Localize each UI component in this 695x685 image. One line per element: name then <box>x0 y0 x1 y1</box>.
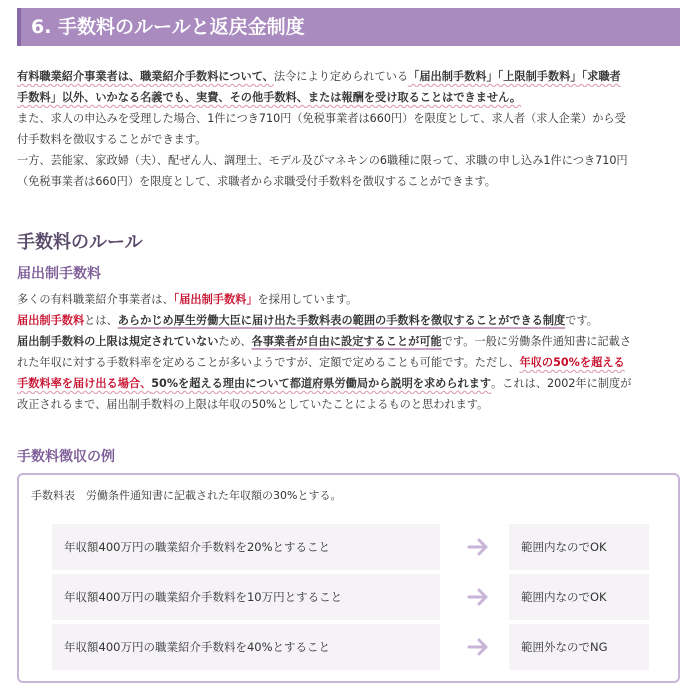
notify-bold-3c: 各事業者が自由に設定することが可能 <box>251 335 442 348</box>
notify-text-1a: 多くの有料職業紹介事業者は、 <box>17 293 174 306</box>
notify-bold-2: あらかじめ厚生労働大臣に届け出た手数料表の範囲の手数料を徴収することができる制度 <box>117 314 566 327</box>
notify-red-4: 年収の50%を超える <box>519 356 625 369</box>
example-row <box>19 574 682 620</box>
section-title: 6. 手数料のルールと返戻金制度 <box>17 8 680 46</box>
example-row <box>19 524 682 570</box>
intro-paragraph <box>17 66 681 192</box>
notify-paragraph <box>17 289 681 415</box>
notify-red-1: 「届出制手数料」 <box>173 293 258 306</box>
intro-bold-2: 「届出制手数料」「上限制手数料」「求職者 <box>408 70 621 83</box>
example-result: 範囲内なのでOK <box>509 574 649 620</box>
notify-text-3b: ため、 <box>218 335 252 348</box>
notify-red-5: 手数料率を届け出る場合、 <box>17 377 152 390</box>
notify-line-6: 改正されるまで、届出制手数料の上限は年収の50%としていたことによるものと思われます。 <box>17 398 489 411</box>
notify-heading: 届出制手数料 <box>17 266 101 282</box>
example-result: 範囲内なのでOK <box>509 524 649 570</box>
notify-bold-5: 50%を超える理由について都道府県労働局から説明を求められます <box>151 377 492 390</box>
intro-bold-3: 手数料」以外、いかなる名義でも、実費、その他手数料、または報酬を受け取ることはできません。 <box>17 91 522 104</box>
notify-text-4a: れた年収に対する手数料率を定めることが多いようですが、定額で定めることも可能です。ただし、 <box>17 356 520 369</box>
notify-text-3d: です。一般に労働条件通知書に記載さ <box>441 335 632 348</box>
arrow-right-icon <box>466 585 490 609</box>
notify-text-2d: です。 <box>565 314 598 327</box>
intro-bold-1: 有料職業紹介事業者は、職業紹介手数料について、 <box>17 70 274 83</box>
intro-line-6: （免税事業者は660円）を限度として、求職者から求職受付手数料を徴収することができます。 <box>17 175 496 188</box>
rules-heading: 手数料のルール <box>17 232 143 253</box>
intro-line-4: 付手数料を徴収することができます。 <box>17 133 207 146</box>
notify-red-2: 届出制手数料 <box>17 314 85 327</box>
intro-line-3: また、求人の申込みを受理した場合、1件につき710円（免税事業者は660円）を限度として、求人者（求人企業）から受 <box>17 112 626 125</box>
example-box <box>17 473 680 683</box>
example-row <box>19 624 682 670</box>
example-condition: 年収額400万円の職業紹介手数料を10万円とすること <box>52 574 440 620</box>
example-result: 範囲外なのでNG <box>509 624 649 670</box>
notify-text-1c: を採用しています。 <box>257 293 358 306</box>
notify-text-2b: とは、 <box>84 314 118 327</box>
example-heading: 手数料徴収の例 <box>17 449 115 465</box>
intro-text-1: 法令により定められている <box>273 70 409 83</box>
intro-line-5: 一方、芸能家、家政婦（夫）、配ぜん人、調理士、モデル及びマネキンの6職種に限って、求職の申し込み1件につき710円 <box>17 154 628 167</box>
notify-bold-3a: 届出制手数料の上限は規定されていない <box>17 335 219 348</box>
notify-text-5c: 。これは、2002年に制度が <box>491 377 632 390</box>
arrow-right-icon <box>466 535 490 559</box>
example-condition: 年収額400万円の職業紹介手数料を20%とすること <box>52 524 440 570</box>
example-caption: 手数料表 労働条件通知書に記載された年収額の30%とする。 <box>31 489 342 502</box>
arrow-right-icon <box>466 635 490 659</box>
example-condition: 年収額400万円の職業紹介手数料を40%とすること <box>52 624 440 670</box>
